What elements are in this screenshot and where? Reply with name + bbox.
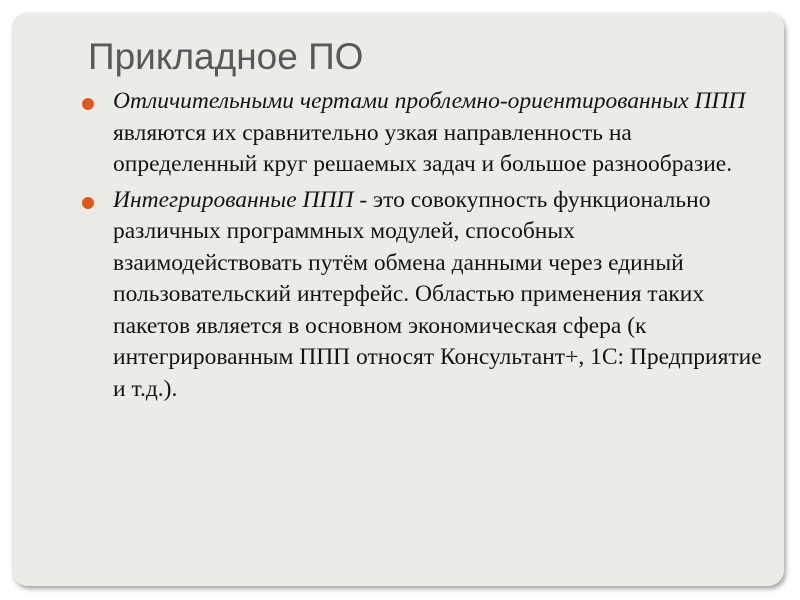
bullet-dot-icon (82, 98, 94, 110)
bullet-italic-term: Отличительными чертами проблемно-ориентированных ППП (113, 88, 746, 114)
slide (12, 12, 784, 586)
bullet-item-distinctive-features (82, 86, 762, 181)
bullet-list (82, 86, 762, 409)
bullet-dot-icon (82, 197, 94, 209)
slide-title: Прикладное ПО (88, 36, 364, 77)
bullet-text: являются их сравнительно узкая направленность на определенный круг решаемых задач и большое разнообразие. (113, 119, 733, 177)
bullet-text: - это совокупность функционально различных программных модулей, способных взаимодействовать путём обмена данными через единый пользовательский интерфейс. Областью применения таких пакетов является в основном экономическая сфера (к интегрированным ППП относят Консультант+, 1С: Предприятие и т.д.). (113, 186, 762, 402)
bullet-item-integrated-packages (82, 185, 762, 406)
bullet-italic-term: Интегрированные ППП (113, 186, 354, 213)
